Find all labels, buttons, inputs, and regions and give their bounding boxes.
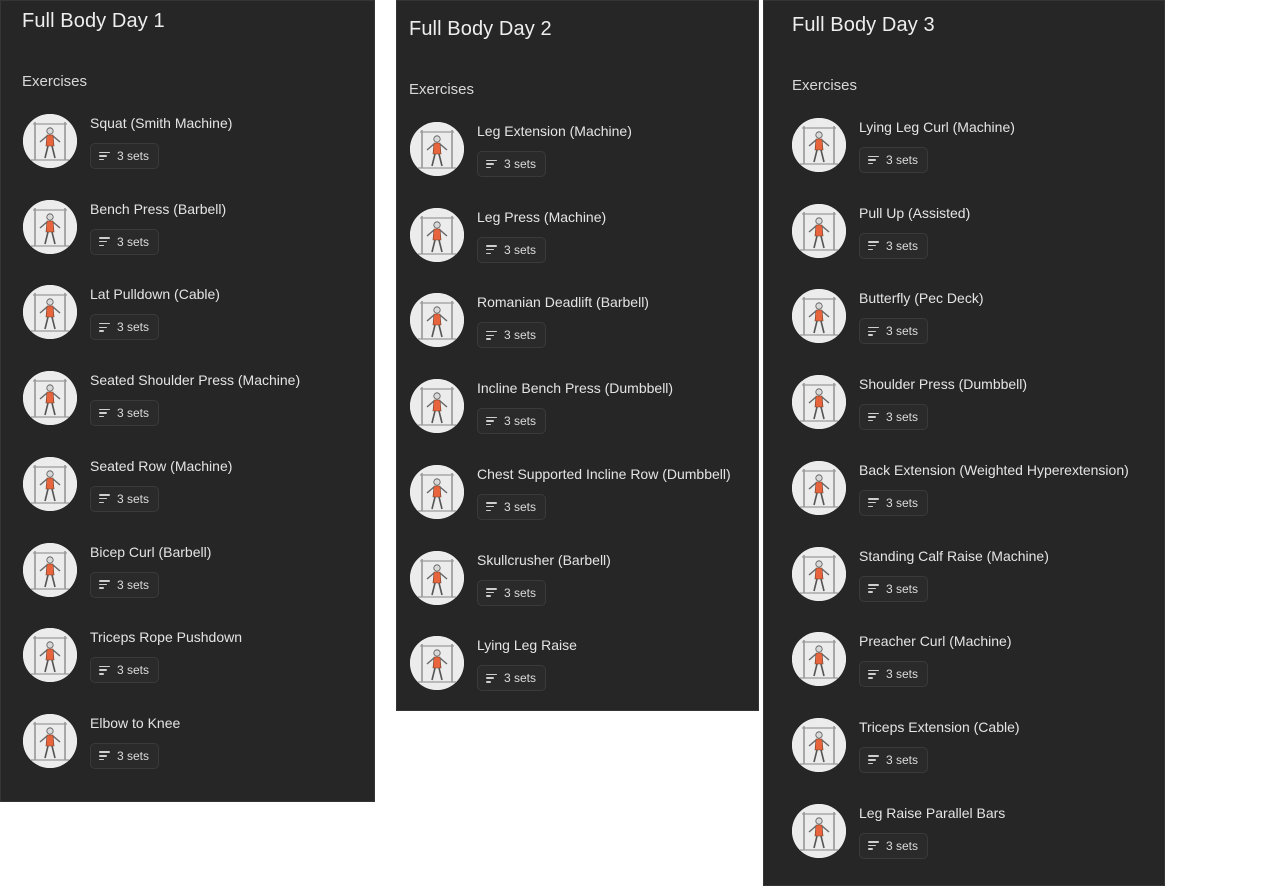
exercise-item[interactable] — [792, 204, 1164, 290]
sets-badge[interactable] — [859, 147, 928, 173]
exercise-item[interactable] — [410, 551, 758, 637]
exercise-name[interactable]: Back Extension (Weighted Hyperextension) — [859, 461, 1129, 478]
exercise-item[interactable] — [792, 547, 1164, 633]
squat-smith-machine-icon — [23, 114, 77, 168]
day-card-2 — [396, 0, 759, 711]
day-title[interactable]: Full Body Day 3 — [792, 14, 935, 36]
exercise-name[interactable]: Pull Up (Assisted) — [859, 204, 971, 221]
exercise-name[interactable]: Leg Extension (Machine) — [477, 123, 632, 139]
elbow-to-knee-icon — [23, 714, 77, 768]
exercise-item[interactable] — [23, 200, 374, 286]
sets-badge[interactable] — [90, 314, 159, 340]
sets-count: 3 sets — [886, 153, 919, 167]
sets-count: 3 sets — [117, 406, 150, 421]
lying-leg-curl-machine-icon — [792, 118, 846, 172]
sort-lines-icon — [868, 841, 879, 850]
exercise-item[interactable] — [23, 628, 374, 714]
sort-lines-icon — [868, 156, 879, 165]
preacher-curl-machine-icon — [792, 632, 846, 686]
exercise-name[interactable]: Standing Calf Raise (Machine) — [859, 547, 1049, 564]
seated-shoulder-press-machine-icon — [23, 371, 77, 425]
sets-badge[interactable] — [90, 657, 159, 683]
sets-count: 3 sets — [117, 491, 150, 506]
exercise-item[interactable] — [410, 208, 758, 294]
seated-row-machine-icon — [23, 457, 77, 511]
sets-badge[interactable] — [90, 229, 159, 255]
pull-up-assisted-icon — [792, 204, 846, 258]
sets-count: 3 sets — [504, 157, 537, 171]
sets-count: 3 sets — [886, 581, 919, 596]
exercise-name[interactable]: Chest Supported Incline Row (Dumbbell) — [477, 465, 731, 482]
sets-count: 3 sets — [504, 585, 537, 600]
sets-count: 3 sets — [504, 671, 537, 686]
sort-lines-icon — [99, 152, 110, 161]
lat-pulldown-cable-icon — [23, 285, 77, 339]
romanian-deadlift-barbell-icon — [410, 293, 464, 347]
sets-badge[interactable] — [859, 233, 928, 259]
triceps-extension-cable-icon — [792, 718, 846, 772]
sets-count: 3 sets — [504, 328, 537, 343]
exercise-name[interactable]: Seated Shoulder Press (Machine) — [90, 372, 301, 389]
sets-count: 3 sets — [504, 499, 537, 514]
skullcrusher-barbell-icon — [410, 551, 464, 605]
sets-badge[interactable] — [90, 486, 159, 512]
standing-calf-raise-machine-icon — [792, 547, 846, 601]
day-card-3 — [763, 0, 1165, 886]
exercise-item[interactable] — [410, 293, 758, 379]
exercises-section-label: Exercises — [792, 77, 858, 94]
sort-lines-icon — [868, 670, 879, 679]
sets-badge[interactable] — [859, 318, 928, 344]
sort-lines-icon — [99, 409, 110, 418]
exercise-item[interactable] — [23, 371, 374, 457]
exercise-name[interactable]: Seated Row (Machine) — [90, 457, 233, 474]
leg-raise-parallel-bars-icon — [792, 804, 846, 858]
sets-badge[interactable] — [477, 322, 546, 348]
sort-lines-icon — [868, 584, 879, 593]
exercise-name[interactable]: Bicep Curl (Barbell) — [90, 543, 212, 560]
sort-lines-icon — [486, 245, 497, 254]
sets-count: 3 sets — [886, 838, 919, 853]
sets-count: 3 sets — [886, 495, 919, 510]
sets-badge[interactable] — [859, 661, 928, 687]
back-extension-icon — [792, 461, 846, 515]
sort-lines-icon — [99, 494, 110, 503]
sort-lines-icon — [486, 331, 497, 340]
sort-lines-icon — [868, 241, 879, 250]
sets-badge[interactable] — [90, 143, 159, 169]
exercise-name[interactable]: Lat Pulldown (Cable) — [90, 286, 220, 303]
sets-count: 3 sets — [886, 324, 919, 339]
sort-lines-icon — [486, 588, 497, 597]
day-title[interactable]: Full Body Day 2 — [409, 18, 552, 40]
lying-leg-raise-icon — [410, 636, 464, 690]
day-card-1 — [0, 0, 375, 802]
exercise-item[interactable] — [23, 543, 374, 629]
sets-badge[interactable] — [477, 237, 546, 263]
sets-badge[interactable] — [859, 576, 928, 602]
shoulder-press-dumbbell-icon — [792, 375, 846, 429]
exercise-name[interactable]: Skullcrusher (Barbell) — [477, 551, 611, 568]
sets-badge[interactable] — [477, 494, 546, 520]
exercise-name[interactable]: Squat (Smith Machine) — [90, 115, 233, 131]
exercise-item[interactable] — [792, 375, 1164, 461]
sets-count: 3 sets — [117, 320, 150, 335]
sort-lines-icon — [868, 327, 879, 336]
sort-lines-icon — [868, 755, 879, 764]
exercise-name[interactable]: Triceps Extension (Cable) — [859, 718, 1020, 735]
exercise-item[interactable] — [410, 379, 758, 465]
sort-lines-icon — [868, 413, 879, 422]
exercise-name[interactable]: Shoulder Press (Dumbbell) — [859, 376, 1028, 393]
exercise-item[interactable] — [410, 122, 758, 208]
exercise-name[interactable]: Triceps Rope Pushdown — [90, 629, 243, 646]
sets-count: 3 sets — [504, 414, 537, 429]
sort-lines-icon — [99, 666, 110, 675]
exercise-item[interactable] — [792, 118, 1164, 204]
sets-count: 3 sets — [886, 752, 919, 767]
sort-lines-icon — [868, 498, 879, 507]
bench-press-barbell-icon — [23, 200, 77, 254]
sets-badge[interactable] — [90, 572, 159, 598]
exercises-section-label: Exercises — [22, 73, 88, 90]
exercise-item[interactable] — [792, 461, 1164, 547]
exercise-name[interactable]: Bench Press (Barbell) — [90, 200, 227, 217]
exercise-name[interactable]: Preacher Curl (Machine) — [859, 633, 1012, 650]
exercise-item[interactable] — [23, 457, 374, 543]
chest-supported-incline-row-icon — [410, 465, 464, 519]
bicep-curl-barbell-icon — [23, 543, 77, 597]
sets-badge[interactable] — [90, 743, 159, 769]
sets-count: 3 sets — [117, 663, 150, 678]
sort-lines-icon — [486, 417, 497, 426]
sets-count: 3 sets — [886, 667, 919, 682]
sets-badge[interactable] — [477, 665, 546, 691]
sets-count: 3 sets — [117, 577, 150, 592]
sort-lines-icon — [486, 674, 497, 683]
sort-lines-icon — [99, 323, 110, 332]
butterfly-pec-deck-icon — [792, 289, 846, 343]
exercise-item[interactable] — [792, 718, 1164, 804]
sets-badge[interactable] — [477, 408, 546, 434]
sets-badge[interactable] — [477, 151, 546, 177]
triceps-rope-pushdown-icon — [23, 628, 77, 682]
day-title[interactable]: Full Body Day 1 — [22, 10, 165, 32]
sets-count: 3 sets — [117, 748, 150, 763]
exercise-item[interactable] — [23, 114, 374, 200]
sets-count: 3 sets — [886, 238, 919, 253]
sort-lines-icon — [99, 237, 110, 246]
leg-extension-machine-icon — [410, 122, 464, 176]
exercise-item[interactable] — [792, 289, 1164, 375]
sets-badge[interactable] — [859, 747, 928, 773]
exercise-name[interactable]: Lying Leg Curl (Machine) — [859, 119, 1015, 135]
exercises-section-label: Exercises — [409, 81, 475, 98]
leg-press-machine-icon — [410, 208, 464, 262]
incline-bench-press-dumbbell-icon — [410, 379, 464, 433]
exercise-item[interactable] — [23, 285, 374, 371]
exercise-name[interactable]: Butterfly (Pec Deck) — [859, 290, 984, 307]
exercise-item[interactable] — [792, 804, 1164, 890]
exercise-item[interactable] — [23, 714, 374, 800]
sort-lines-icon — [99, 580, 110, 589]
exercise-name[interactable]: Lying Leg Raise — [477, 637, 577, 654]
sets-badge[interactable] — [859, 833, 928, 859]
exercise-name[interactable]: Leg Press (Machine) — [477, 208, 607, 225]
exercise-name[interactable]: Incline Bench Press (Dumbbell) — [477, 380, 674, 397]
exercise-name[interactable]: Romanian Deadlift (Barbell) — [477, 294, 649, 311]
sets-badge[interactable] — [859, 490, 928, 516]
sets-count: 3 sets — [117, 234, 150, 249]
exercise-name[interactable]: Elbow to Knee — [90, 714, 181, 731]
exercise-item[interactable] — [792, 632, 1164, 718]
sort-lines-icon — [99, 751, 110, 760]
exercise-item[interactable] — [410, 636, 758, 722]
exercise-item[interactable] — [410, 465, 758, 551]
exercise-name[interactable]: Leg Raise Parallel Bars — [859, 804, 1006, 821]
sets-count: 3 sets — [117, 149, 150, 163]
sets-badge[interactable] — [477, 580, 546, 606]
sort-lines-icon — [486, 502, 497, 511]
sets-badge[interactable] — [90, 400, 159, 426]
sets-count: 3 sets — [504, 242, 537, 257]
sort-lines-icon — [486, 160, 497, 169]
sets-badge[interactable] — [859, 404, 928, 430]
sets-count: 3 sets — [886, 410, 919, 425]
